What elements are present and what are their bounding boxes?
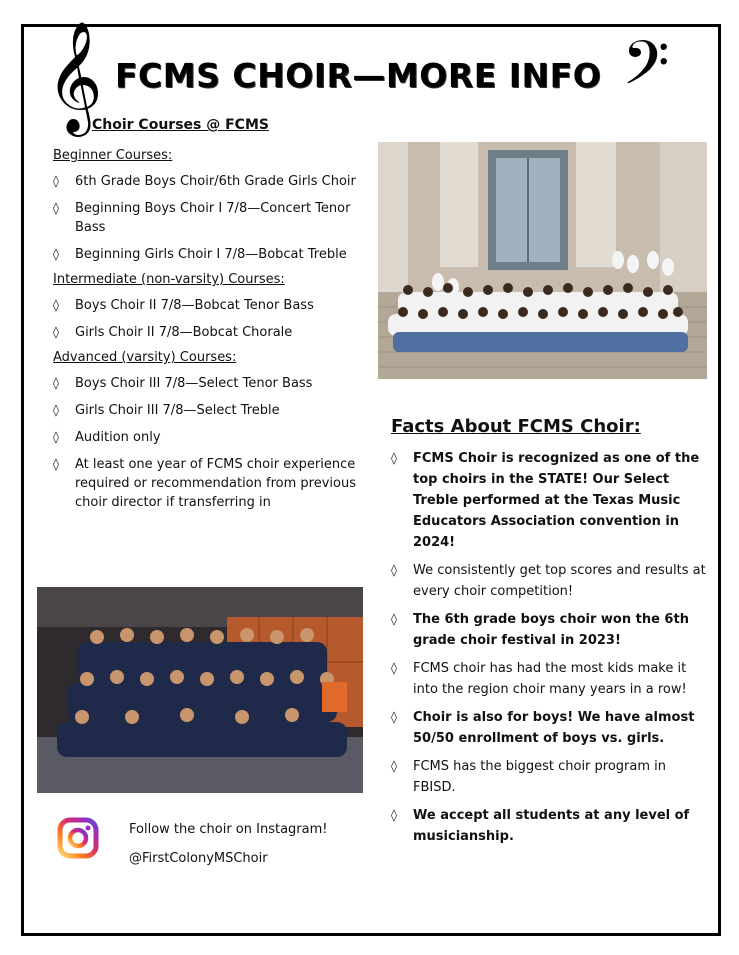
list-item: ◊ Girls Choir III 7/8—Select Treble [53,403,280,418]
courses-section-title: Choir Courses @ FCMS [92,117,269,133]
diamond-bullet-icon: ◊ [53,174,59,188]
facts-list [391,448,711,854]
diamond-bullet-icon: ◊ [391,661,397,675]
diamond-bullet-icon: ◊ [391,759,397,773]
list-item: ◊ Boys Choir III 7/8—Select Tenor Bass [53,376,313,391]
girls-choir-photo [378,142,707,379]
intermediate-courses [53,296,378,342]
list-item: ◊ Choir is also for boys! We have almost 50/50 enrollment of boys vs. girls. [391,707,711,749]
diamond-bullet-icon: ◊ [53,201,59,215]
courses-list [53,148,378,520]
diamond-bullet-icon: ◊ [391,612,397,626]
list-item: ◊ FCMS Choir is recognized as one of the top choirs in the STATE! Our Select Treble performed at the Texas Music Educators Association convention in 2024! [391,448,711,553]
list-item: ◊ At least one year of FCMS choir experience required or recommendation from previous choir director if transferring in [53,457,356,510]
list-item: ◊ Girls Choir II 7/8—Bobcat Chorale [53,325,293,340]
instagram-follow-text: Follow the choir on Instagram! [129,822,328,837]
beginner-courses [53,172,378,264]
diamond-bullet-icon: ◊ [53,376,59,390]
diamond-bullet-icon: ◊ [53,457,59,471]
diamond-bullet-icon: ◊ [53,298,59,312]
diamond-bullet-icon: ◊ [53,403,59,417]
list-item: ◊ Beginning Girls Choir I 7/8—Bobcat Treble [53,247,347,262]
boys-choir-photo [37,587,363,793]
list-item: ◊ FCMS choir has had the most kids make it into the region choir many years in a row! [391,658,711,700]
diamond-bullet-icon: ◊ [391,808,397,822]
instagram-icon[interactable] [57,817,99,859]
instagram-handle[interactable]: @FirstColonyMSChoir [129,851,268,866]
diamond-bullet-icon: ◊ [391,563,397,577]
bass-clef-icon: 𝄢 [622,28,670,114]
list-item: ◊ We accept all students at any level of musicianship. [391,805,711,847]
list-item: ◊ The 6th grade boys choir won the 6th grade choir festival in 2023! [391,609,711,651]
diamond-bullet-icon: ◊ [391,451,397,465]
list-item: ◊ Audition only [53,430,161,445]
advanced-courses [53,374,378,512]
list-item: ◊ 6th Grade Boys Choir/6th Grade Girls Choir [53,174,356,189]
list-item: ◊ Boys Choir II 7/8—Bobcat Tenor Bass [53,298,314,313]
diamond-bullet-icon: ◊ [53,325,59,339]
instagram-info [129,815,327,873]
advanced-courses-heading: Advanced (varsity) Courses: [53,350,237,365]
list-item: ◊ Beginning Boys Choir I 7/8—Concert Tenor Bass [53,201,351,235]
intermediate-courses-heading: Intermediate (non-varsity) Courses: [53,272,285,287]
beginner-courses-heading: Beginner Courses: [53,148,173,163]
diamond-bullet-icon: ◊ [391,710,397,724]
list-item: ◊ We consistently get top scores and results at every choir competition! [391,560,711,602]
diamond-bullet-icon: ◊ [53,247,59,261]
list-item: ◊ FCMS has the biggest choir program in FBISD. [391,756,711,798]
facts-section-title: Facts About FCMS Choir: [391,416,641,437]
page-title: FCMS CHOIR—MORE INFO [115,56,602,95]
diamond-bullet-icon: ◊ [53,430,59,444]
treble-clef-icon: 𝄞 [46,20,103,132]
